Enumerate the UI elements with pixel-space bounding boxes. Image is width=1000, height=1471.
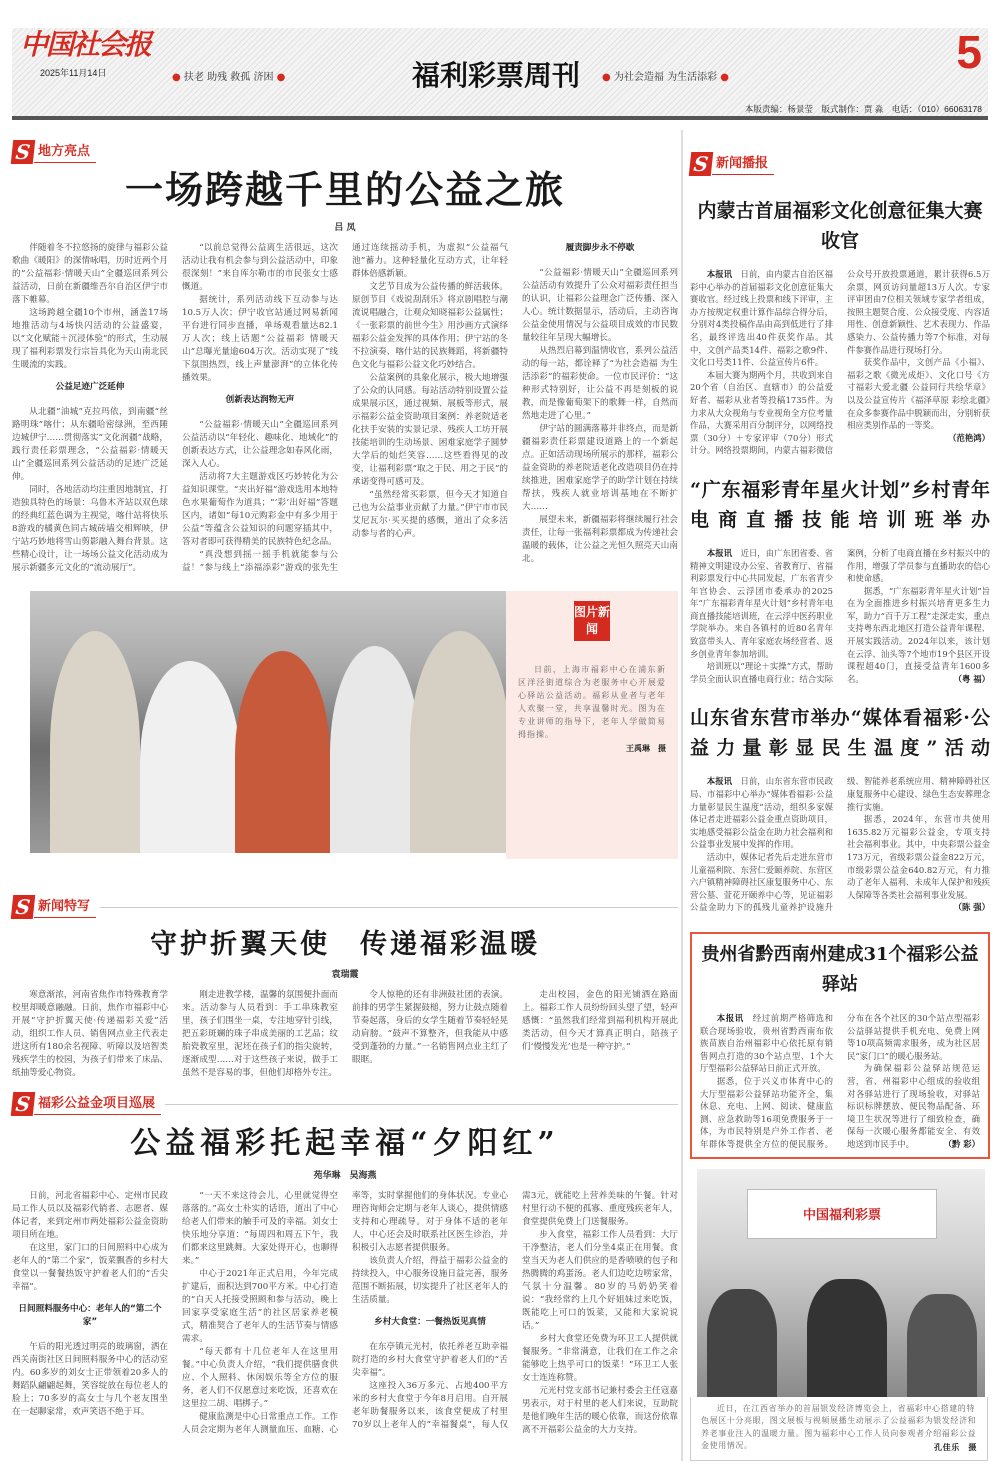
column-divider — [681, 130, 683, 1461]
s-logo-icon: S — [11, 1092, 36, 1116]
paragraph-text: 为确保福彩公益驿站规范运营，省、州福彩中心组成的验收组对各驿站进行了现场验收，对驿站标识标牌摆放、便民物品配备、环境卫生状况等进行了细致检查，确保每一次暖心服务都能安全、有效地送到市民手中。 — [847, 1063, 980, 1149]
paragraph: 令人惊艳的还有非洲鼓社团的表演。前排的男学生紧握鼓槌，努力让鼓点随着节奏起落，身后的女学生随着节奏轻轻晃动肩膀。“鼓声不算整齐，但我能从中感受到蓬勃的力量。”一名销售网点业主红了眼眶。 — [352, 990, 508, 1065]
paragraph-text: 据悉，2024年，东营市共使用1635.82万元福彩公益金，专项支持社会福利事业。其中，中央彩票公益金173万元，省级彩票公益金822万元，市级彩票公益金640.82万元，有力推动了老年人福利、未成年人保护和残疾人保障等各类社会福利事业发展。 — [847, 814, 990, 900]
slogan-left-text: 扶老 助残 救孤 济困 — [183, 72, 274, 83]
paragraph: 乡村大食堂还免费为环卫工人提供就餐服务。“非常满意，让我们在工作之余能够吃上热乎可口的饭菜！”环卫工人张女士连连称赞。 — [522, 1334, 678, 1383]
expo-booth-photo — [697, 1169, 985, 1397]
expo-photo-caption: 近日，在江西省举办的首届银发经济博览会上，省福彩中心搭建的特色展区十分亮眼，图文展板与视频展播生动展示了公益福彩为银发经济和养老事业注入的温暖力量。图为福彩中心工作人员向参观者介绍福彩公益金使用情况。 — [701, 1403, 977, 1450]
paragraph: 伊宁站的圆满落幕并非终点，而是新疆福彩责任彩票建设道路上的一个新起点。正如活动现场所展示的那样，福彩公益金资助的养老院适老化改造项目仍在持续推进，困难家庭学子的助学计划在持续帮扶，残疾人就业培训基地在不断扩大…… — [522, 424, 678, 512]
photo-news-row — [30, 591, 678, 859]
photo-credit: 孔佳乐 摄 — [934, 1443, 977, 1452]
booth-sign: 中国福利彩票 — [747, 1189, 937, 1239]
s-logo-icon: S — [11, 895, 36, 919]
paragraph: 从北疆“油城”克拉玛依，到南疆“丝路明珠”喀什；从东疆哈密绿洲，至西陲边城伊宁……贯彻落实“文化润疆”战略，践行责任彩票理念，“公益福彩·情暖天山”全疆巡回系列公益活动的足迹广泛延伸。 — [12, 407, 168, 482]
paragraph — [690, 775, 833, 851]
section-tag-project — [12, 1092, 678, 1116]
paragraph: “每天都有十几位老年人在这里用餐。”中心负责人介绍，“我们提供膳食供应、个人照料、休闲娱乐等全方位的服务，老人们不仅愿意过来吃饭，还喜欢在这里拉二胡、唱梆子。” — [182, 1347, 338, 1409]
left-column — [12, 140, 678, 1437]
section-tag-news — [690, 152, 810, 176]
lead-headline: 一场跨越千里的公益之旅 — [124, 168, 565, 212]
dateline: 本报讯 — [706, 776, 733, 787]
subheading: 乡村大食堂：一餐热饭见真情 — [374, 1317, 486, 1327]
paragraph: 公益案例的具象化展示，极大地增强了公众的认同感。每站活动特别设置公益成果展示区，通过视频、展板等形式，展示福彩公益金资助项目案例：养老院适老化扶手安装的实景记录、残疾人工坊开展技能培训的生动场景、困难家庭学子圆梦大学后的灿烂笑容……这些看得见的改变，让福利彩票“取之于民、用之于民”的承诺变得可感可及。 — [352, 373, 508, 487]
paragraph: 活动将7大主题游戏区巧妙转化为公益知识课堂。“夹出好福”游戏选用本地特色水果葡萄作为道具；“‘彩’出好福”答题区内，诸如“每10元购彩金中有多少用于公益”等蕴含公益知识的问题穿插其中，答对者即可获得精美的民族特色纪念品。 — [182, 472, 338, 547]
author-sign: （范艳鸿） — [948, 432, 990, 443]
paragraph-text: 经过前期严格筛选和联合现场验收，贵州省黔西南布依族苗族自治州福彩中心依托原有销售网点打造的30个站点型、1个大厅型福彩公益驿站日前正式开放。 — [700, 1012, 834, 1074]
expo-photo-caption-box — [690, 1397, 988, 1462]
paragraph: 走出校园，金色的阳光铺洒在路面上。福彩工作人员纷纷回头望了望，轻声感慨：“虽然我们经常到福利机构开展此类活动，但今天才算真正明白，陪孩子们‘慢慢发光’也是一种守护。” — [522, 990, 678, 1052]
section-label: 福彩公益金项目巡展 — [34, 1093, 161, 1115]
author-sign: （陈 强） — [953, 902, 990, 913]
news-body — [690, 547, 990, 686]
news-article — [690, 475, 990, 686]
paragraph-text: 据悉，“广东福彩青年星火计划”旨在为全面推进乡村振兴培育更多生力军，助力“百千万工程”走深走实，重点支持粤东西北地区打造公益青年课程、开展实践活动。2024年以来，该计划在云浮、汕头等7个地市19个县区开设课程超40门，直接受益青年1600多名。 — [847, 585, 990, 684]
section-title: 福利彩票周刊 — [412, 59, 581, 92]
newspaper-logo: 中国社会报 — [20, 28, 151, 61]
s-logo-icon: S — [689, 152, 714, 176]
paragraph-text: 获奖作品中，文创产品《小福》、福彩之歌《微光成炬》、文化口号《方寸福彩大爱北疆 公益同行共绘华章》以及公益宣传片《福泽草原 彩绘北疆》在众多参赛作品中脱颖而出，分别斩获相应类别作品的一等奖。 — [847, 357, 990, 431]
slogan-left: ● 扶老 助残 救孤 济困 ● — [172, 72, 286, 83]
paragraph: 寒意渐浓，河南省焦作市特殊教育学校里却暖意融融。日前，焦作市福彩中心开展“守护折翼天使·传递福彩关爱”活动，组织工作人员、销售网点业主代表走进这所有180余名视障、听障以及培智类残疾学生的校园，为孩子们带来了床品、纸抽等爱心物资。 — [12, 990, 168, 1078]
paragraph — [690, 268, 833, 369]
subheading: 日间照料服务中心：老年人的“第二个家” — [18, 1304, 162, 1327]
paragraph-text: 培训班以“理论＋实操”方式，帮助学员全面认识直播电商行业；结合实际案例，分析了电商直播在乡村振兴中的作用，增强了学员参与直播助农的信心和使命感。 — [690, 547, 990, 684]
paragraph-text: 日前，由内蒙古自治区福彩中心举办的首届福彩文化创意征集大赛收官。经过线上投票和线下评审，主办方按规定权重计算作品综合得分后，分别对4类投稿作品由高到低进行了排名，最终评选出40件获奖作品。其中，文创产品类14件、福彩之歌9件、文化口号类11件、公益宣传片6件。 — [690, 269, 834, 368]
paragraph — [700, 1012, 833, 1075]
paragraph — [847, 356, 990, 443]
photo-news-caption-box — [506, 591, 678, 859]
paragraph: 文艺节目成为公益传播的鲜活载体。原创节目《戏说刮刮乐》将京剧唱腔与潮流说唱融合，让观众知晓福彩公益属性；《一张彩票的前世今生》用沙画方式演绎福彩公益金发挥的具体作用；伊宁站的冬不拉演奏、喀什站的民族舞蹈，将新疆特色文化与福彩公益文化巧妙结合。 — [352, 282, 508, 370]
photo-news-badge: 图片新闻 — [574, 601, 610, 641]
news-article — [700, 940, 980, 1151]
paragraph: “公益福彩·情暖天山”全疆巡回系列公益活动以“年轻化、趣味化、地域化”的创新表达方式，让公益理念如春风化雨，深入人心。 — [182, 420, 338, 469]
masthead — [12, 28, 988, 120]
paragraph: 午后的阳光透过明亮的玻璃窗，洒在西关南街社区日间照料服务中心的活动室内。60多岁的刘女士正带领着20多人的舞蹈队翩翩起舞，笑容绽放在每位老人的脸上；70多岁的高女士与几个老友围坐在一起聊家常，欢声笑语不绝于耳。 — [12, 1342, 168, 1417]
paragraph: 该负责人介绍，得益于福彩公益金的持续投入，中心服务设施日益完善，服务范围不断拓展，切实提升了社区老年人的生活质量。 — [352, 1256, 508, 1305]
project-headline: 公益福彩托起幸福“夕阳红” — [130, 1126, 560, 1161]
paragraph: “一天不来这待会儿，心里就觉得空落落的。”高女士朴实的话语，道出了中心给老人们带来的触手可及的幸福。刘女士快乐地分享道：“每周四和周五下午，我们都来这里跳舞。大家处得开心，也聊得来。” — [182, 1191, 338, 1266]
feature-article-body — [12, 989, 678, 1080]
paragraph-text: 据悉，位于兴义市体育中心的大厅型福彩公益驿站功能齐全，集休息、充电、上网、阅读、健康监测、应急救助等16项免费服务于一体，为市民特别是户外工作者、老年群体等提供全方位的便民服务。分布在各个社区的30个站点型福彩公益驿站提供手机充电、免费上网等10项高频需求服务，成为社区居民“家门口”的暖心服务站。 — [700, 1012, 980, 1149]
lead-article-body — [12, 242, 678, 575]
paragraph: “以前总觉得公益离生活很远，这次活动让我有机会参与到公益活动中，印象很深刻！”来自库尔勒市的市民张女士感慨道。 — [182, 243, 338, 292]
paragraph: 日前，河北省福彩中心、定州市民政局工作人员以及福彩代销者、志愿者、媒体记者，来到定州市两处福彩公益金资助项目所在地。 — [12, 1191, 168, 1240]
paragraph: 展望未来，新疆福彩将继续履行社会责任，让每一张福利彩票都成为传递社会温暖的载体，让公益之光恒久照亮天山南北。 — [522, 515, 678, 564]
paragraph — [847, 813, 990, 913]
news-article — [690, 196, 990, 457]
paragraph: 元光村党支部书记兼村委会主任寇嘉男表示，对于村里的老人们来说，互助院是他们晚年生活的暖心依靠，而这份依靠离不开福彩公益金的大力支持。 — [522, 1386, 678, 1435]
project-article-body — [12, 1190, 678, 1437]
news-article — [690, 703, 990, 914]
paragraph — [847, 1062, 980, 1150]
photo-news-caption: 日前，上海市福彩中心在浦东新区洋泾街道综合为老服务中心开展爱心驿站公益活动。福彩从业者与老年人欢聚一堂，共享温馨时光。图为在专业讲师的指导下，老年人学做简易拇指操。 — [518, 665, 666, 739]
news-headline: 内蒙古首届福彩文化创意征集大赛收官 — [697, 200, 983, 252]
paragraph: 中心于2021年正式启用，今年完成扩建后，面积达到700平方米。中心打造的“白天人托接受照顾和参与活动，晚上回家享受家庭生活”的社区居家养老模式，精准契合了老年人的生活节奏与情感需求。 — [182, 1269, 338, 1344]
subheading: 创新表达润物无声 — [225, 395, 295, 405]
paragraph: 步入食堂，福彩工作人员看到：大厅干净整洁，老人们分坐4桌正在用餐。食堂当天为老人们供应的是香喷喷的包子和热腾腾的鸡蛋汤。老人们边吃边唠家常，气氛十分温馨。80岁的马奶奶笑着说：“我经常约上几个好姐妹过来吃饭，既能吃上可口的饭菜，又能和大家说说话。” — [522, 1230, 678, 1331]
news-headline: 贵州省黔西南州建成31个福彩公益驿站 — [701, 943, 979, 995]
highlight-box — [690, 932, 990, 1159]
section-tag-local — [12, 140, 212, 164]
dateline: 本报讯 — [706, 269, 733, 279]
page-number: 5 — [956, 26, 982, 78]
news-body — [690, 775, 990, 914]
author-sign: （粤 福） — [953, 673, 990, 684]
slogan-right: ● 为社会造福 为生活添彩 ● — [602, 72, 729, 83]
right-column — [690, 152, 990, 1461]
paragraph: 据统计，系列活动线下互动参与达10.5万人次；伊宁收官站通过网易新闻平台进行同步直播，单场观看量达82.1万人次；线上话题“公益福彩 情暖天山”总曝光量逾604万次。活动实现了“线下氛围热烈，线上声量澎湃”的立体化传播效果。 — [182, 295, 338, 383]
section-label: 新闻播报 — [712, 153, 774, 175]
issue-date: 2025年11月14日 — [40, 68, 107, 78]
slogan-right-text: 为社会造福 为生活添彩 — [613, 72, 718, 83]
paragraph: 同时，各地活动均注重因地制宜，打造独具特色的场景：乌鲁木齐站以双色球的经典红蓝色调为主视觉，喀什站将快乐8游戏的橘黄色同古城砖墙交相辉映，伊宁站巧妙地将雪山剪影融入舞台背景。这些精心设计，让一场场公益文化活动成为展示新疆多元文化的“流动展厅”。 — [12, 485, 168, 573]
dateline: 本报讯 — [706, 547, 733, 558]
paragraph: 刚走进教学楼，温馨的氛围便扑面而来。活动参与人员看到：手工串珠教室里，孩子们围坐一桌，专注地穿针引线，把五彩斑斓的珠子串成美丽的工艺品；纹胎瓷教室里，泥坯在孩子们的指尖旋转，逐渐成型……对于这些孩子来说，做手工虽然不是容易的事，但他们却格外专注。 — [182, 990, 338, 1078]
paragraph-text: 活动中，媒体记者先后走进东营市儿童福利院、东营仁爱颐养院、东营区六户镇精神障碍社区康复服务中心、东营公墓、萱花开颐养中心等，见证福彩公益金助力下的孤残儿童养护设施升级、智能养老系统应用、精神障碍社区康复服务中心建设、绿色生态安葬理念推行实施。 — [690, 776, 990, 913]
elderly-activity-photo — [30, 591, 506, 853]
news-headline: “广东福彩青年星火计划”乡村青年电商直播技能培训班举办 — [690, 478, 990, 531]
paragraph: 从热烈启幕到温情收官，系列公益活动的每一站，都诠释了“为社会造福 为生活添彩”的福彩使命。一位市民评价：“这种形式特别好，让公益不再是刻板的说教，而是像葡萄架下的歌舞一样，自然而然地走进了心里。” — [522, 346, 678, 421]
news-body — [700, 1012, 980, 1151]
paragraph: “公益福彩·情暖天山”全疆巡回系列公益活动有效提升了公众对福彩责任担当的认识，让福彩公益理念广泛传播、深入人心。统计数据显示，活动后，主动咨询公益金使用情况与公益项目成效的市民数量较往年呈现大幅增长。 — [522, 268, 678, 343]
paragraph: 这座投入36万多元、占地400平方米的乡村大食堂于今年8月启用。自开展老年助餐服务以来，该食堂便成了村里70岁以上老年人的“幸福餐桌”，每人仅需3元，就能吃上营养美味的午餐。针对村里行动不便的孤寡、重度残疾老年人，食堂提供免费上门送餐服务。 — [352, 1191, 678, 1430]
paragraph — [690, 547, 833, 660]
dateline: 本报讯 — [716, 1012, 744, 1023]
feature-headline: 守护折翼天使 传递福彩温暖 — [150, 929, 540, 960]
news-body — [690, 268, 990, 457]
section-tag-feature — [12, 895, 678, 919]
feature-byline: 袁瑞霞 — [331, 970, 359, 980]
paragraph: 在这里，家门口的日间照料中心成为老年人的“第二个家”，饭菜飘香的乡村大食堂以一餐餐热饭守护着老人们的“舌尖幸福”。 — [12, 1243, 168, 1292]
editor-credits: 本版责编：杨景莹 版式制作：贾 淼 电话：（010）66063178 — [744, 104, 982, 114]
s-logo-icon: S — [11, 140, 36, 164]
author-sign: （黔 彩） — [943, 1138, 980, 1149]
paragraph-text: 日前，山东省东营市民政局、市福彩中心举办“媒体看福彩·公益力量彰显民生温度”活动，组织多家媒体记者走进福彩公益金重点资助项目，实地感受福彩公益金在助力社会福利和公益事业发展中发挥的作用。 — [690, 776, 834, 850]
paragraph: “虽然经常买彩票，但今天才知道自己也为公益事业贡献了力量。”伊宁市市民艾尼瓦尔·买买提的感慨，道出了众多活动参与者的心声。 — [352, 490, 508, 539]
news-headline: 山东省东营市举办“媒体看福彩·公益力量彰显民生温度”活动 — [690, 707, 990, 760]
subheading: 履责脚步永不停歇 — [565, 243, 635, 253]
paragraph: 伴随着冬不拉悠扬的旋律与福彩公益歌曲《暖阳》的深情咏唱，历时近两个月的“公益福彩·情暖天山”全疆巡回系列公益活动，日前在新疆维吾尔自治区伊宁市落下帷幕。 — [12, 243, 168, 305]
subheading: 公益足迹广泛延伸 — [55, 382, 125, 392]
paragraph: 健康监测是中心日常重点工作。工作人员会定期为老年人测量血压、血糖、心率等，实时掌握他们的身体状况。专业心理咨询师会定期与老年人谈心，提供情感支持和心理疏导。对于身体不适的老年人，中心还会及时联系社区医生诊治，并积极引入志愿者提供服务。 — [182, 1191, 508, 1435]
paragraph: 这场跨越全疆10个市州，涵盖17场地推活动与4场快闪活动的公益盛宴，以“文化赋能＋沉浸体验”的形式，生动展现了福利彩票发行宗旨具化为天山南北民生暖流的实践。 — [12, 308, 168, 370]
section-label: 新闻特写 — [34, 896, 96, 918]
paragraph: 在东亭镇元光村，依托养老互助幸福院打造的乡村大食堂守护着老人们的“舌尖幸福”。 — [352, 1342, 508, 1378]
paragraph-text: 本届大赛为期两个月，共收到来自20个省（自治区、直辖市）的公益爱好者、福彩从业者等投稿1735件。为力求从大众视角与专业视角全方位考量作品，大赛采用百分制评分，以网络投票（30分）＋专家评审（70分）形式计分。网络投票期间，内蒙古福彩微信公众号开放投票通道，累计获得6.5万余票，网页访问量超13万人次。专家评审团由7位相关领域专家学者组成，按照主题契合度、公众接受度、内容适用性、创意新颖性、艺术表现力、作品感染力、公益传播力等7个标准，对每件参赛作品进行现场打分。 — [690, 269, 990, 456]
paragraph — [847, 585, 990, 686]
paragraph: “真没想到摇一摇手机就能参与公益！”参与线上“添福添彩”游戏的张先生通过连续摇动手机，为虚拟“公益福气池”蓄力。这种轻量化互动方式，让年轻群体倍感新颖。 — [182, 243, 508, 573]
project-byline: 苑华琳 吴海燕 — [313, 1171, 377, 1181]
section-label: 地方亮点 — [34, 141, 96, 163]
paragraph-text: 近日，由广东团省委、省精神文明建设办公室、省教育厅、省福利彩票发行中心共同发起，广东省青少年宫协会、云浮团市委承办的2025年“广东福彩青年星火计划”乡村青年电商直播技能培训班，在云浮中医药职业学院举办。来自各镇村的近80名青年致富带头人、青年家庭农场经营者、返乡创业青年参加培训。 — [690, 547, 834, 659]
photo-credit: 王禹琳 摄 — [626, 744, 666, 753]
lead-byline: 吕 凤 — [334, 223, 356, 233]
